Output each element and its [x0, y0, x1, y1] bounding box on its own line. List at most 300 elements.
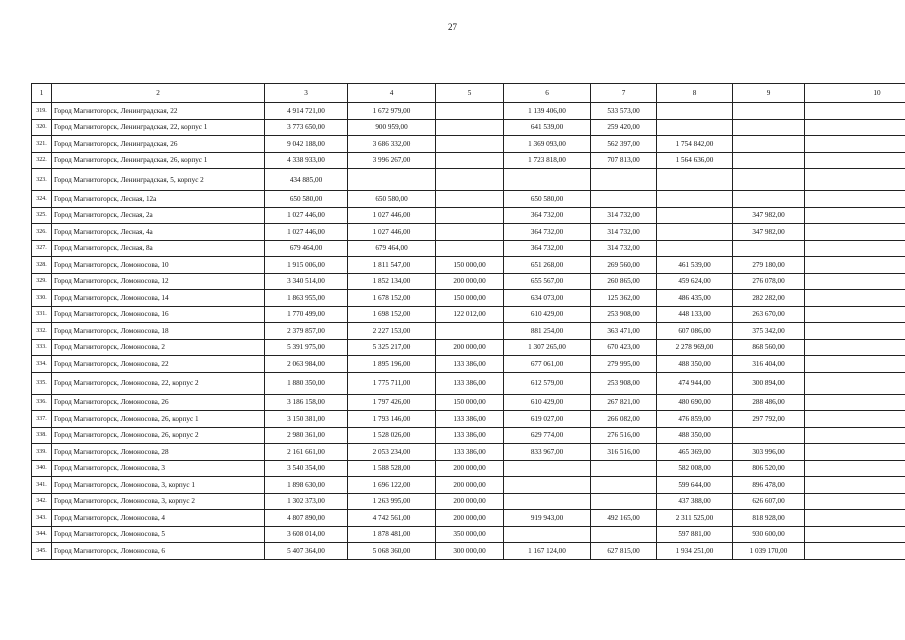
- cell-col-9: 303 996,00: [733, 444, 805, 461]
- cell-col-7: 316 516,00: [591, 444, 657, 461]
- cell-col-4: 1 528 026,00: [348, 427, 436, 444]
- cell-col-3: 3 540 354,00: [265, 460, 348, 477]
- cell-address: Город Магнитогорск, Ломоносова, 6: [52, 543, 265, 560]
- cell-col-4: 1 027 446,00: [348, 207, 436, 224]
- cell-col-4: 1 811 547,00: [348, 257, 436, 274]
- cell-address: Город Магнитогорск, Ломоносова, 16: [52, 306, 265, 323]
- cell-col-8: 459 624,00: [657, 273, 733, 290]
- table-row: [32, 306, 905, 323]
- cell-address: Город Магнитогорск, Ленинградская, 26: [52, 136, 265, 153]
- cell-address: Город Магнитогорск, Ломоносова, 14: [52, 290, 265, 307]
- cell-col-4: 1 797 426,00: [348, 394, 436, 411]
- cell-col-9: 868 560,00: [733, 339, 805, 356]
- cell-col-10: [805, 306, 905, 323]
- cell-row-number: 341.: [32, 477, 52, 494]
- cell-col-6: 833 967,00: [504, 444, 591, 461]
- cell-address: Город Магнитогорск, Ломоносова, 5: [52, 526, 265, 543]
- cell-col-3: 679 464,00: [265, 240, 348, 257]
- cell-col-7: 266 082,00: [591, 411, 657, 428]
- table-row: [32, 273, 905, 290]
- cell-col-3: 434 885,00: [265, 169, 348, 191]
- column-header: 6: [504, 84, 591, 103]
- cell-col-10: [805, 411, 905, 428]
- cell-col-6: [504, 493, 591, 510]
- cell-col-5: 200 000,00: [436, 510, 504, 527]
- cell-col-9: 347 982,00: [733, 224, 805, 241]
- cell-col-4: 1 678 152,00: [348, 290, 436, 307]
- column-header: 10: [805, 84, 905, 103]
- table-row: [32, 191, 905, 208]
- cell-row-number: 345.: [32, 543, 52, 560]
- cell-col-6: [504, 169, 591, 191]
- cell-col-8: 582 008,00: [657, 460, 733, 477]
- cell-col-8: [657, 169, 733, 191]
- cell-col-7: 562 397,00: [591, 136, 657, 153]
- cell-row-number: 328.: [32, 257, 52, 274]
- cell-col-7: 314 732,00: [591, 240, 657, 257]
- cell-col-7: 253 908,00: [591, 306, 657, 323]
- cell-address: Город Магнитогорск, Ленинградская, 22, корпус 1: [52, 119, 265, 136]
- cell-col-8: 607 086,00: [657, 323, 733, 340]
- table-row: [32, 152, 905, 169]
- cell-col-10: [805, 543, 905, 560]
- cell-col-8: [657, 119, 733, 136]
- cell-col-9: [733, 152, 805, 169]
- cell-col-6: [504, 526, 591, 543]
- cell-col-10: [805, 526, 905, 543]
- cell-col-10: [805, 477, 905, 494]
- cell-col-3: 1 302 373,00: [265, 493, 348, 510]
- cell-col-10: [805, 290, 905, 307]
- cell-col-7: [591, 526, 657, 543]
- cell-col-10: [805, 460, 905, 477]
- cell-col-5: [436, 191, 504, 208]
- cell-col-8: 1 564 636,00: [657, 152, 733, 169]
- cell-address: Город Магнитогорск, Ломоносова, 3, корпус 2: [52, 493, 265, 510]
- cell-col-8: 474 944,00: [657, 372, 733, 394]
- cell-col-8: 2 278 969,00: [657, 339, 733, 356]
- cell-col-10: [805, 273, 905, 290]
- cell-col-4: 1 696 122,00: [348, 477, 436, 494]
- cell-address: Город Магнитогорск, Ломоносова, 22, корпус 2: [52, 372, 265, 394]
- cell-col-8: [657, 224, 733, 241]
- cell-col-6: 650 580,00: [504, 191, 591, 208]
- cell-col-10: [805, 257, 905, 274]
- cell-col-5: 200 000,00: [436, 460, 504, 477]
- cell-row-number: 344.: [32, 526, 52, 543]
- cell-address: Город Магнитогорск, Ломоносова, 2: [52, 339, 265, 356]
- cell-row-number: 330.: [32, 290, 52, 307]
- table-row: [32, 323, 905, 340]
- column-header: 2: [52, 84, 265, 103]
- cell-row-number: 332.: [32, 323, 52, 340]
- register-table: [31, 83, 905, 560]
- cell-address: Город Магнитогорск, Лесная, 8а: [52, 240, 265, 257]
- cell-col-10: [805, 394, 905, 411]
- table-row: [32, 207, 905, 224]
- cell-col-9: [733, 169, 805, 191]
- cell-row-number: 321.: [32, 136, 52, 153]
- cell-col-4: 679 464,00: [348, 240, 436, 257]
- cell-col-6: 610 429,00: [504, 394, 591, 411]
- cell-col-4: 1 588 528,00: [348, 460, 436, 477]
- cell-col-5: [436, 136, 504, 153]
- cell-col-5: 133 386,00: [436, 427, 504, 444]
- cell-col-8: [657, 103, 733, 120]
- cell-col-3: 1 880 350,00: [265, 372, 348, 394]
- table-row: [32, 257, 905, 274]
- cell-col-9: 930 600,00: [733, 526, 805, 543]
- cell-col-5: 133 386,00: [436, 372, 504, 394]
- cell-col-9: [733, 191, 805, 208]
- column-header: 4: [348, 84, 436, 103]
- cell-col-3: 3 608 014,00: [265, 526, 348, 543]
- cell-col-4: 1 672 979,00: [348, 103, 436, 120]
- cell-col-10: [805, 339, 905, 356]
- cell-address: Город Магнитогорск, Ломоносова, 3: [52, 460, 265, 477]
- cell-col-8: 465 369,00: [657, 444, 733, 461]
- cell-col-10: [805, 240, 905, 257]
- cell-row-number: 319.: [32, 103, 52, 120]
- cell-row-number: 336.: [32, 394, 52, 411]
- table-row: [32, 460, 905, 477]
- cell-col-9: [733, 240, 805, 257]
- cell-col-9: [733, 103, 805, 120]
- cell-col-3: 1 863 955,00: [265, 290, 348, 307]
- column-header: 1: [32, 84, 52, 103]
- table-row: [32, 477, 905, 494]
- cell-col-3: 2 980 361,00: [265, 427, 348, 444]
- cell-col-6: 634 073,00: [504, 290, 591, 307]
- cell-col-5: [436, 119, 504, 136]
- cell-col-7: [591, 493, 657, 510]
- cell-col-3: 2 063 984,00: [265, 356, 348, 373]
- cell-col-4: [348, 169, 436, 191]
- cell-col-10: [805, 493, 905, 510]
- cell-col-4: 1 878 481,00: [348, 526, 436, 543]
- cell-col-10: [805, 119, 905, 136]
- cell-col-9: [733, 119, 805, 136]
- column-header: 8: [657, 84, 733, 103]
- cell-col-7: 125 362,00: [591, 290, 657, 307]
- cell-col-9: 818 928,00: [733, 510, 805, 527]
- cell-col-6: 1 723 818,00: [504, 152, 591, 169]
- cell-address: Город Магнитогорск, Ломоносова, 3, корпус 1: [52, 477, 265, 494]
- cell-col-5: [436, 169, 504, 191]
- cell-col-5: [436, 224, 504, 241]
- cell-col-9: 806 520,00: [733, 460, 805, 477]
- cell-col-3: 2 161 661,00: [265, 444, 348, 461]
- cell-col-5: 150 000,00: [436, 257, 504, 274]
- cell-col-10: [805, 152, 905, 169]
- cell-col-4: 2 227 153,00: [348, 323, 436, 340]
- cell-col-9: 297 792,00: [733, 411, 805, 428]
- cell-col-5: 150 000,00: [436, 290, 504, 307]
- cell-row-number: 324.: [32, 191, 52, 208]
- cell-col-3: 2 379 857,00: [265, 323, 348, 340]
- cell-col-7: 276 516,00: [591, 427, 657, 444]
- cell-row-number: 335.: [32, 372, 52, 394]
- cell-col-3: 5 407 364,00: [265, 543, 348, 560]
- cell-col-3: 1 027 446,00: [265, 207, 348, 224]
- table-row: [32, 136, 905, 153]
- cell-col-3: 5 391 975,00: [265, 339, 348, 356]
- cell-col-3: 3 186 158,00: [265, 394, 348, 411]
- column-header: 7: [591, 84, 657, 103]
- cell-col-8: 2 311 525,00: [657, 510, 733, 527]
- cell-col-9: 316 404,00: [733, 356, 805, 373]
- cell-col-6: 881 254,00: [504, 323, 591, 340]
- cell-col-6: 364 732,00: [504, 240, 591, 257]
- cell-col-8: 488 350,00: [657, 427, 733, 444]
- cell-col-6: 651 268,00: [504, 257, 591, 274]
- cell-col-7: 269 560,00: [591, 257, 657, 274]
- cell-col-3: 1 770 499,00: [265, 306, 348, 323]
- cell-col-7: 363 471,00: [591, 323, 657, 340]
- cell-col-9: 276 078,00: [733, 273, 805, 290]
- cell-col-6: [504, 460, 591, 477]
- table-body: [32, 103, 905, 560]
- cell-address: Город Магнитогорск, Ломоносова, 22: [52, 356, 265, 373]
- table-row: [32, 444, 905, 461]
- cell-col-5: 200 000,00: [436, 493, 504, 510]
- cell-col-3: 4 807 890,00: [265, 510, 348, 527]
- cell-col-6: 677 061,00: [504, 356, 591, 373]
- cell-col-3: 650 580,00: [265, 191, 348, 208]
- cell-col-9: 282 282,00: [733, 290, 805, 307]
- table-row: [32, 224, 905, 241]
- table-row: [32, 372, 905, 394]
- cell-col-9: 347 982,00: [733, 207, 805, 224]
- cell-address: Город Магнитогорск, Ленинградская, 26, корпус 1: [52, 152, 265, 169]
- cell-row-number: 322.: [32, 152, 52, 169]
- cell-address: Город Магнитогорск, Ломоносова, 12: [52, 273, 265, 290]
- cell-col-5: [436, 240, 504, 257]
- cell-col-10: [805, 372, 905, 394]
- cell-col-7: 627 815,00: [591, 543, 657, 560]
- cell-col-9: 1 039 170,00: [733, 543, 805, 560]
- cell-col-4: 5 325 217,00: [348, 339, 436, 356]
- cell-col-7: 314 732,00: [591, 224, 657, 241]
- cell-col-10: [805, 323, 905, 340]
- cell-col-7: 259 420,00: [591, 119, 657, 136]
- cell-col-7: 253 908,00: [591, 372, 657, 394]
- cell-col-7: 670 423,00: [591, 339, 657, 356]
- cell-col-5: [436, 103, 504, 120]
- cell-row-number: 343.: [32, 510, 52, 527]
- cell-address: Город Магнитогорск, Ломоносова, 26, корпус 1: [52, 411, 265, 428]
- cell-col-10: [805, 191, 905, 208]
- cell-col-8: [657, 207, 733, 224]
- cell-col-10: [805, 510, 905, 527]
- cell-col-5: 133 386,00: [436, 444, 504, 461]
- cell-col-6: 1 167 124,00: [504, 543, 591, 560]
- cell-col-8: 461 539,00: [657, 257, 733, 274]
- header-row: [32, 84, 905, 103]
- cell-col-9: 279 180,00: [733, 257, 805, 274]
- cell-col-8: 486 435,00: [657, 290, 733, 307]
- cell-col-7: 314 732,00: [591, 207, 657, 224]
- cell-col-8: 488 350,00: [657, 356, 733, 373]
- cell-address: Город Магнитогорск, Лесная, 12а: [52, 191, 265, 208]
- cell-col-9: 375 342,00: [733, 323, 805, 340]
- cell-col-3: 4 914 721,00: [265, 103, 348, 120]
- cell-col-4: 1 793 146,00: [348, 411, 436, 428]
- cell-col-10: [805, 444, 905, 461]
- cell-col-3: 4 338 933,00: [265, 152, 348, 169]
- cell-col-8: 476 859,00: [657, 411, 733, 428]
- cell-col-8: 1 934 251,00: [657, 543, 733, 560]
- page-number: 27: [448, 22, 457, 32]
- cell-col-8: [657, 191, 733, 208]
- cell-col-6: 610 429,00: [504, 306, 591, 323]
- cell-col-3: 3 340 514,00: [265, 273, 348, 290]
- cell-col-5: 350 000,00: [436, 526, 504, 543]
- cell-col-6: 612 579,00: [504, 372, 591, 394]
- cell-row-number: 337.: [32, 411, 52, 428]
- cell-col-10: [805, 207, 905, 224]
- table-row: [32, 493, 905, 510]
- cell-row-number: 325.: [32, 207, 52, 224]
- cell-col-4: 1 698 152,00: [348, 306, 436, 323]
- cell-col-7: 707 813,00: [591, 152, 657, 169]
- table-row: [32, 339, 905, 356]
- column-header: 3: [265, 84, 348, 103]
- cell-col-7: 533 573,00: [591, 103, 657, 120]
- cell-col-4: 650 580,00: [348, 191, 436, 208]
- cell-col-4: 900 959,00: [348, 119, 436, 136]
- cell-col-5: [436, 152, 504, 169]
- table-row: [32, 526, 905, 543]
- cell-address: Город Магнитогорск, Ломоносова, 4: [52, 510, 265, 527]
- cell-row-number: 334.: [32, 356, 52, 373]
- cell-col-8: 437 388,00: [657, 493, 733, 510]
- table-row: [32, 427, 905, 444]
- cell-row-number: 329.: [32, 273, 52, 290]
- cell-col-4: 5 068 360,00: [348, 543, 436, 560]
- cell-col-8: 1 754 842,00: [657, 136, 733, 153]
- cell-col-7: 279 995,00: [591, 356, 657, 373]
- cell-col-4: 2 053 234,00: [348, 444, 436, 461]
- cell-col-5: 133 386,00: [436, 411, 504, 428]
- cell-col-7: 260 865,00: [591, 273, 657, 290]
- cell-col-5: 133 386,00: [436, 356, 504, 373]
- cell-col-5: 150 000,00: [436, 394, 504, 411]
- cell-col-5: 300 000,00: [436, 543, 504, 560]
- cell-row-number: 333.: [32, 339, 52, 356]
- cell-col-8: 448 133,00: [657, 306, 733, 323]
- cell-col-3: 1 898 630,00: [265, 477, 348, 494]
- cell-col-7: 492 165,00: [591, 510, 657, 527]
- table-row: [32, 356, 905, 373]
- cell-col-6: 619 027,00: [504, 411, 591, 428]
- cell-col-5: 200 000,00: [436, 273, 504, 290]
- cell-col-10: [805, 356, 905, 373]
- cell-col-9: 288 486,00: [733, 394, 805, 411]
- cell-col-5: 200 000,00: [436, 339, 504, 356]
- cell-col-7: [591, 477, 657, 494]
- cell-row-number: 326.: [32, 224, 52, 241]
- cell-col-7: [591, 169, 657, 191]
- cell-col-10: [805, 136, 905, 153]
- cell-col-6: 364 732,00: [504, 207, 591, 224]
- column-header: 5: [436, 84, 504, 103]
- cell-col-3: 3 773 650,00: [265, 119, 348, 136]
- cell-col-10: [805, 427, 905, 444]
- cell-address: Город Магнитогорск, Ломоносова, 10: [52, 257, 265, 274]
- cell-address: Город Магнитогорск, Ломоносова, 28: [52, 444, 265, 461]
- cell-col-6: 1 369 093,00: [504, 136, 591, 153]
- cell-col-9: [733, 427, 805, 444]
- cell-col-7: 267 821,00: [591, 394, 657, 411]
- cell-col-9: [733, 136, 805, 153]
- cell-address: Город Магнитогорск, Ломоносова, 26, корпус 2: [52, 427, 265, 444]
- cell-col-6: 364 732,00: [504, 224, 591, 241]
- cell-row-number: 342.: [32, 493, 52, 510]
- cell-col-4: 1 775 711,00: [348, 372, 436, 394]
- table-row: [32, 411, 905, 428]
- table-row: [32, 169, 905, 191]
- cell-col-6: 641 539,00: [504, 119, 591, 136]
- cell-col-4: 1 027 446,00: [348, 224, 436, 241]
- cell-col-3: 1 915 006,00: [265, 257, 348, 274]
- column-header: 9: [733, 84, 805, 103]
- cell-col-6: 1 307 265,00: [504, 339, 591, 356]
- cell-col-3: 9 042 188,00: [265, 136, 348, 153]
- cell-row-number: 327.: [32, 240, 52, 257]
- cell-col-6: 919 943,00: [504, 510, 591, 527]
- cell-col-10: [805, 103, 905, 120]
- cell-col-8: [657, 240, 733, 257]
- table-row: [32, 240, 905, 257]
- cell-col-10: [805, 224, 905, 241]
- table-row: [32, 119, 905, 136]
- cell-col-6: 629 774,00: [504, 427, 591, 444]
- cell-address: Город Магнитогорск, Ленинградская, 22: [52, 103, 265, 120]
- cell-col-5: 200 000,00: [436, 477, 504, 494]
- cell-row-number: 320.: [32, 119, 52, 136]
- cell-address: Город Магнитогорск, Лесная, 4а: [52, 224, 265, 241]
- cell-address: Город Магнитогорск, Лесная, 2а: [52, 207, 265, 224]
- cell-col-6: 1 139 406,00: [504, 103, 591, 120]
- table-row: [32, 103, 905, 120]
- cell-col-8: 480 690,00: [657, 394, 733, 411]
- cell-col-7: [591, 460, 657, 477]
- cell-col-9: 300 894,00: [733, 372, 805, 394]
- cell-col-4: 1 263 995,00: [348, 493, 436, 510]
- cell-col-6: 655 567,00: [504, 273, 591, 290]
- cell-col-4: 3 996 267,00: [348, 152, 436, 169]
- cell-col-9: 896 478,00: [733, 477, 805, 494]
- cell-row-number: 340.: [32, 460, 52, 477]
- cell-col-4: 4 742 561,00: [348, 510, 436, 527]
- cell-col-6: [504, 477, 591, 494]
- cell-col-4: 1 895 196,00: [348, 356, 436, 373]
- cell-row-number: 331.: [32, 306, 52, 323]
- cell-col-5: 122 012,00: [436, 306, 504, 323]
- cell-col-8: 599 644,00: [657, 477, 733, 494]
- cell-col-5: [436, 323, 504, 340]
- table-row: [32, 290, 905, 307]
- cell-col-4: 3 686 332,00: [348, 136, 436, 153]
- table-row: [32, 394, 905, 411]
- cell-col-5: [436, 207, 504, 224]
- cell-address: Город Магнитогорск, Ломоносова, 26: [52, 394, 265, 411]
- table-row: [32, 510, 905, 527]
- cell-row-number: 323.: [32, 169, 52, 191]
- cell-col-3: 3 150 381,00: [265, 411, 348, 428]
- cell-col-9: 263 670,00: [733, 306, 805, 323]
